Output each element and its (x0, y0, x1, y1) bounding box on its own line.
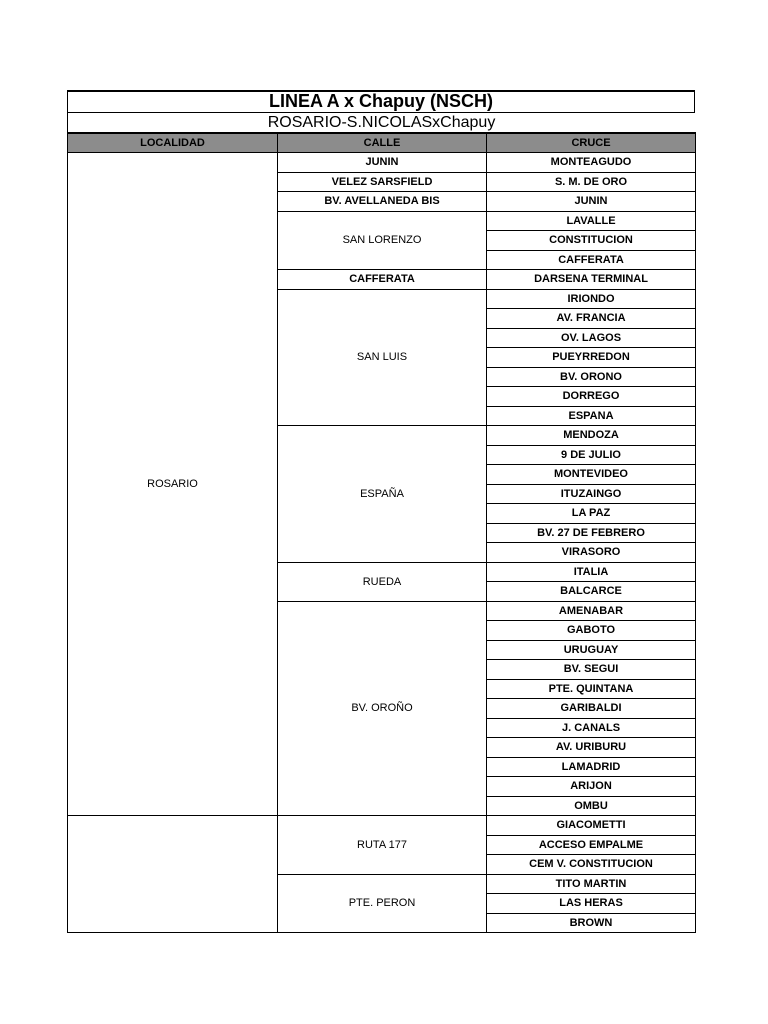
header-calle: CALLE (278, 133, 487, 153)
cruce-cell: BV. SEGUI (487, 660, 696, 680)
cruce-cell: MENDOZA (487, 426, 696, 446)
table-body (68, 153, 696, 933)
cruce-cell: PTE. QUINTANA (487, 679, 696, 699)
calle-cell: RUTA 177 (278, 816, 487, 875)
table-row (68, 153, 696, 173)
cruce-cell: CONSTITUCION (487, 231, 696, 251)
cruce-cell: GARIBALDI (487, 699, 696, 719)
cruce-cell: OV. LAGOS (487, 328, 696, 348)
cruce-cell: OMBU (487, 796, 696, 816)
cruce-cell: BALCARCE (487, 582, 696, 602)
sheet-subtitle: ROSARIO-S.NICOLASxChapuy (267, 114, 496, 131)
cruce-cell: URUGUAY (487, 640, 696, 660)
cruce-cell: JUNIN (487, 192, 696, 212)
cruce-cell: ESPANA (487, 406, 696, 426)
calle-cell: SAN LORENZO (278, 211, 487, 270)
cruce-cell: AV. URIBURU (487, 738, 696, 758)
cruce-cell: LA PAZ (487, 504, 696, 524)
cruce-cell: AV. FRANCIA (487, 309, 696, 329)
cruce-cell: LAS HERAS (487, 894, 696, 914)
localidad-cell (68, 816, 278, 933)
cruce-cell: ACCESO EMPALME (487, 835, 696, 855)
sheet-title: LINEA A x Chapuy (NSCH) (268, 91, 493, 111)
route-table (67, 132, 696, 933)
cruce-cell: DORREGO (487, 387, 696, 407)
calle-cell: RUEDA (278, 562, 487, 601)
header-cruce: CRUCE (487, 133, 696, 153)
cruce-cell: J. CANALS (487, 718, 696, 738)
cruce-cell: MONTEVIDEO (487, 465, 696, 485)
cruce-cell: BROWN (487, 913, 696, 933)
cruce-cell: LAMADRID (487, 757, 696, 777)
calle-cell: SAN LUIS (278, 289, 487, 426)
cruce-cell: TITO MARTIN (487, 874, 696, 894)
subtitle-row (67, 112, 695, 132)
cruce-cell: VIRASORO (487, 543, 696, 563)
cruce-cell: ITUZAINGO (487, 484, 696, 504)
spreadsheet (67, 90, 695, 933)
cruce-cell: DARSENA TERMINAL (487, 270, 696, 290)
calle-cell: PTE. PERON (278, 874, 487, 933)
cruce-cell: CEM V. CONSTITUCION (487, 855, 696, 875)
calle-cell: CAFFERATA (278, 270, 487, 290)
cruce-cell: BV. ORONO (487, 367, 696, 387)
calle-cell: VELEZ SARSFIELD (278, 172, 487, 192)
cruce-cell: ARIJON (487, 777, 696, 797)
title-row (67, 90, 695, 112)
cruce-cell: BV. 27 DE FEBRERO (487, 523, 696, 543)
calle-cell: BV. OROÑO (278, 601, 487, 816)
calle-cell: BV. AVELLANEDA BIS (278, 192, 487, 212)
cruce-cell: ITALIA (487, 562, 696, 582)
calle-cell: JUNIN (278, 153, 487, 173)
calle-cell: ESPAÑA (278, 426, 487, 563)
cruce-cell: PUEYRREDON (487, 348, 696, 368)
table-row (68, 816, 696, 836)
cruce-cell: GABOTO (487, 621, 696, 641)
header-localidad: LOCALIDAD (68, 133, 278, 153)
header-row (68, 133, 696, 153)
cruce-cell: GIACOMETTI (487, 816, 696, 836)
cruce-cell: S. M. DE ORO (487, 172, 696, 192)
cruce-cell: CAFFERATA (487, 250, 696, 270)
cruce-cell: AMENABAR (487, 601, 696, 621)
cruce-cell: MONTEAGUDO (487, 153, 696, 173)
cruce-cell: 9 DE JULIO (487, 445, 696, 465)
cruce-cell: IRIONDO (487, 289, 696, 309)
localidad-cell: ROSARIO (68, 153, 278, 816)
cruce-cell: LAVALLE (487, 211, 696, 231)
